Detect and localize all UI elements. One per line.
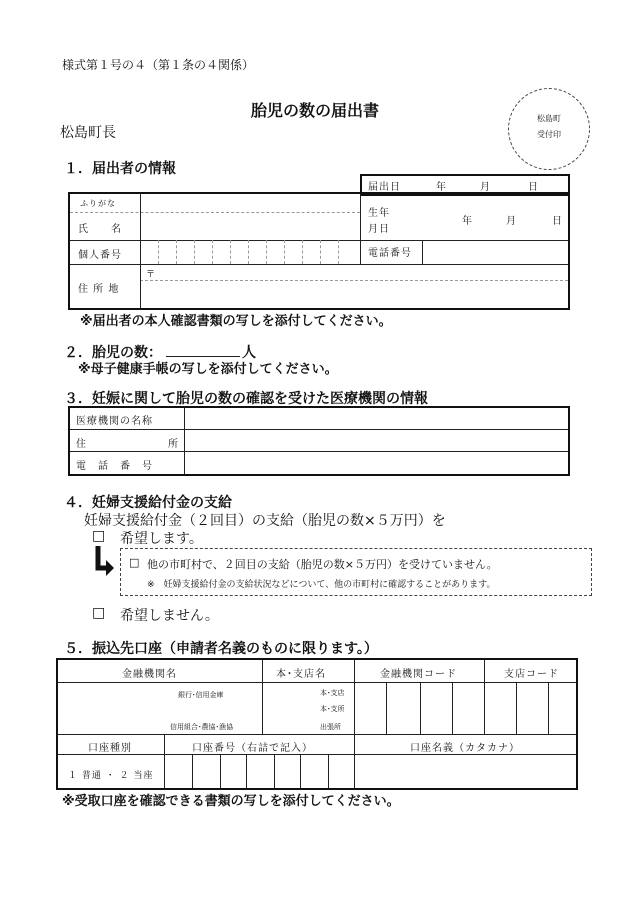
- sub-checkbox[interactable]: □: [129, 556, 140, 569]
- arrow-icon: [92, 546, 116, 582]
- branch-code-header: 支店コード: [504, 669, 559, 680]
- sub-condition-note: ※ 妊婦支援給付金の支給状況などについて、他の市町村に確認することがあります。: [147, 580, 496, 590]
- wish-checkbox[interactable]: □: [92, 528, 106, 544]
- postal-mark: 〒: [146, 270, 157, 280]
- mynumber-label: 個人番号: [78, 250, 122, 261]
- institution-name-label: 医療機関の名称: [76, 416, 153, 427]
- birthdate-label-2: 月日: [368, 224, 390, 235]
- bank-account-table: [56, 658, 578, 790]
- applicant-info-table: [68, 192, 570, 310]
- section1-note: ※届出者の本人確認書類の写しを添付してください。: [80, 314, 392, 329]
- bank-code-header: 金融機関コード: [380, 669, 457, 680]
- page-title: 胎児の数の届出書: [250, 101, 379, 120]
- addressee: 松島町長: [60, 125, 116, 141]
- institution-address-label-b: 所: [168, 439, 179, 450]
- birth-day-label: 日: [552, 216, 563, 227]
- branch-type-2: 本･支所: [320, 705, 345, 713]
- section2-note: ※母子健康手帳の写しを添付してください。: [78, 362, 338, 377]
- address-label: 住 所 地: [78, 284, 120, 295]
- section5-note: ※受取口座を確認できる書類の写しを添付してください。: [62, 794, 400, 809]
- date-day-label: 日: [528, 182, 539, 193]
- stamp-line1: 松島町: [537, 114, 561, 123]
- sub-condition-box: [120, 548, 592, 596]
- fetus-count-unit: 人: [242, 345, 256, 361]
- branch-type-1: 本･支店: [320, 689, 345, 697]
- section2-heading: ２．胎児の数：: [64, 345, 162, 361]
- date-year-label: 年: [436, 182, 447, 193]
- section4-line1: 妊婦支援給付金（２回目）の支給（胎児の数×５万円）を: [84, 513, 446, 529]
- bank-type-2: 信用組合･農協･漁協: [170, 723, 233, 731]
- form-id: 様式第１号の４（第１条の４関係）: [62, 58, 255, 72]
- phone-label: 電話番号: [368, 248, 412, 259]
- medical-institution-table: [68, 406, 570, 476]
- bank-type-1: 銀行･信用金庫: [178, 691, 224, 699]
- section4-heading: ４．妊婦支援給付金の支給: [64, 495, 232, 511]
- birth-month-label: 月: [506, 216, 517, 227]
- date-label: 届出日: [368, 182, 401, 193]
- date-month-label: 月: [480, 182, 491, 193]
- section1-heading: １．届出者の情報: [64, 161, 176, 177]
- account-number-header: 口座番号（右詰で記入）: [192, 743, 313, 754]
- institution-address-label-a: 住: [76, 439, 87, 450]
- reception-stamp: [508, 88, 590, 170]
- branch-name-header: 本･支店名: [276, 669, 326, 680]
- name-label: 氏 名: [78, 224, 122, 235]
- furigana-label: ふりがな: [80, 199, 116, 208]
- sub-condition-label: 他の市町村で、２回目の支給（胎児の数×５万円）を受けていません。: [147, 558, 498, 571]
- account-name-header: 口座名義（カタカナ）: [410, 743, 520, 754]
- bank-name-header: 金融機関名: [122, 669, 177, 680]
- institution-phone-label: 電 話 番 号: [76, 461, 153, 472]
- birthdate-label-1: 生年: [368, 208, 390, 219]
- account-type-header: 口座種別: [88, 743, 132, 754]
- section3-heading: ３．妊娠に関して胎児の数の確認を受けた医療機関の情報: [64, 391, 428, 407]
- stamp-line2: 受付印: [537, 130, 561, 139]
- no-wish-label: 希望しません。: [120, 608, 219, 624]
- wish-label: 希望します。: [120, 531, 203, 547]
- branch-type-3: 出張所: [320, 723, 341, 731]
- account-type-options[interactable]: １ 普通 ・ ２ 当座: [68, 771, 154, 781]
- no-wish-checkbox[interactable]: □: [92, 605, 106, 621]
- birth-year-label: 年: [462, 216, 473, 227]
- section5-heading: ５．振込先口座（申請者名義のものに限ります。）: [64, 641, 378, 657]
- fetus-count-blank[interactable]: [166, 356, 240, 357]
